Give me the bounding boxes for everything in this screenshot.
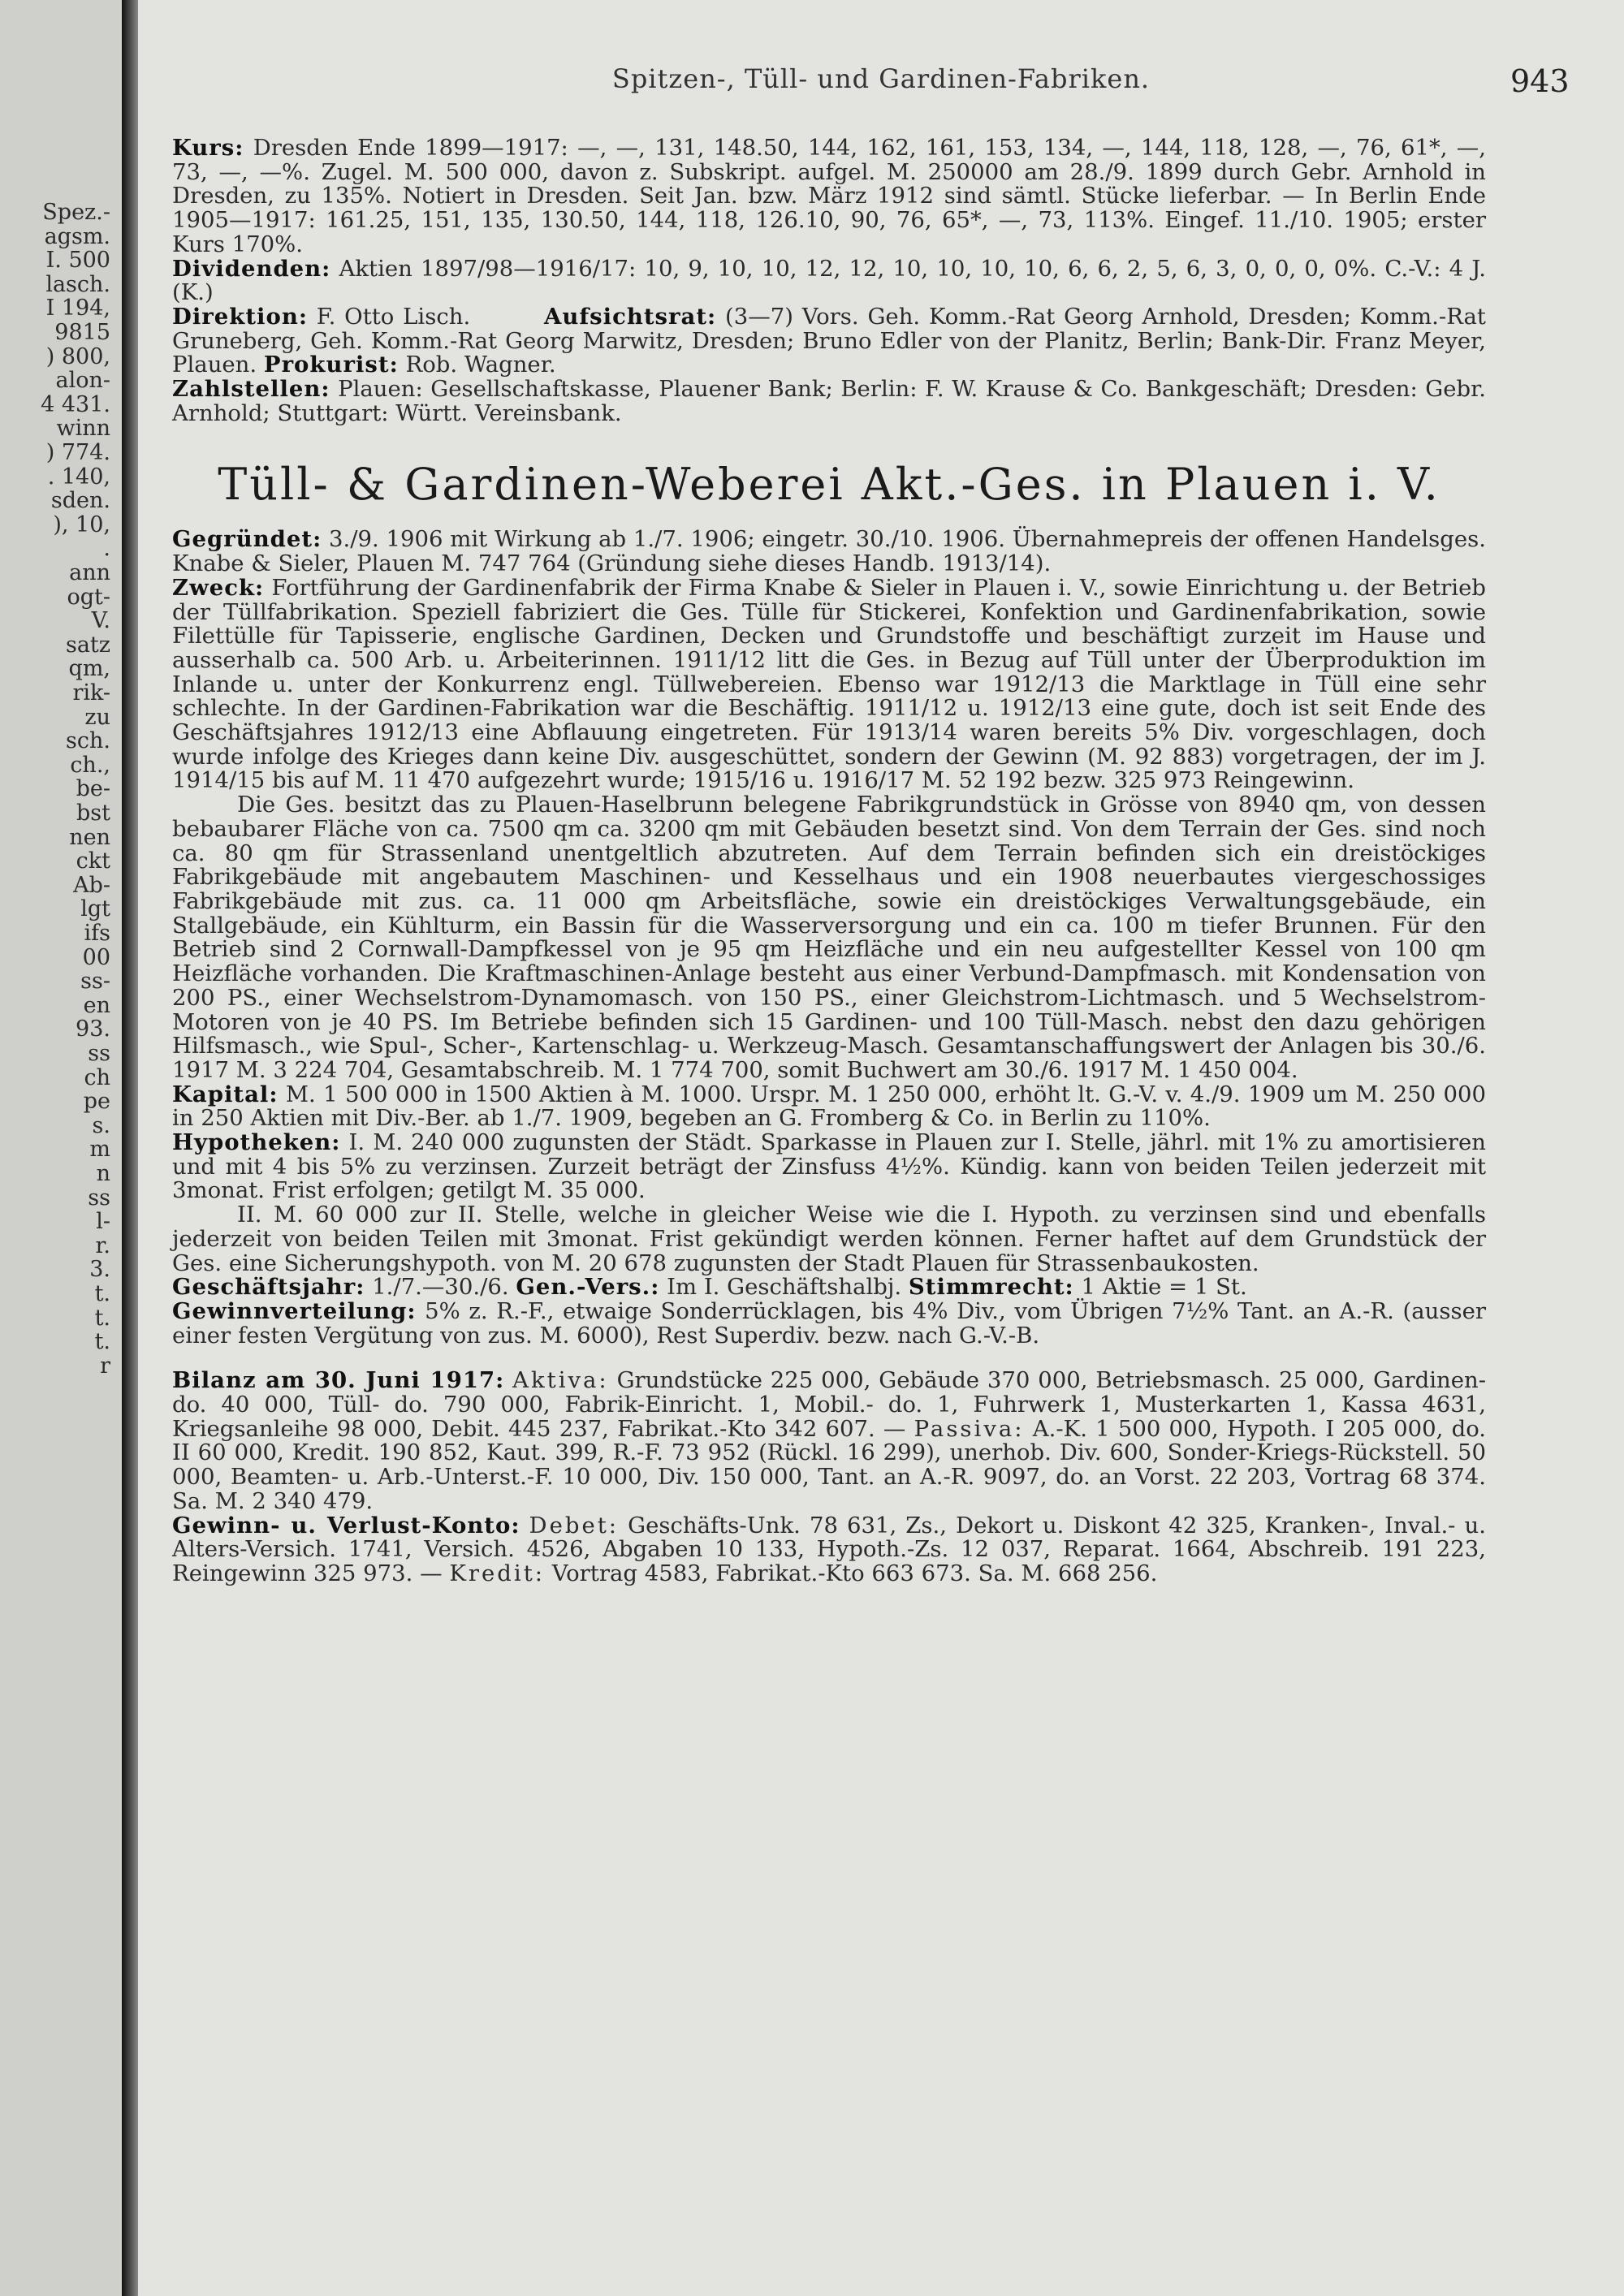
guv-debet-text: Geschäfts-Unk. 78 631, Zs., Dekort u. Diskont 42 325, Kranken-, Inval.- u. Alters-Versich. 1741, Versich. 4526, Abgaben 10 133, Hypoth.-Zs. 12 037, Reparat. 1664, Abschreib. 191 223, Reingewinn 325 973. —	[172, 1512, 1486, 1586]
margin-fragment: r.	[95, 1232, 110, 1258]
page-number: 943	[1510, 63, 1570, 99]
dividenden-label: Dividenden:	[172, 255, 331, 282]
margin-fragment: sch.	[66, 728, 110, 754]
margin-fragment: ch	[84, 1064, 110, 1090]
book-page	[138, 0, 1624, 2296]
margin-fragment: lgt	[80, 896, 110, 922]
margin-fragment: satz	[65, 632, 110, 658]
section-gap	[172, 1348, 1486, 1369]
margin-fragment: t.	[94, 1329, 110, 1355]
margin-fragment: I. 500	[45, 248, 110, 274]
margin-fragment: ss	[88, 1185, 110, 1211]
margin-fragment: sden.	[50, 488, 110, 514]
margin-fragment: pe	[83, 1089, 110, 1115]
running-title: Spitzen-, Tüll- und Gardinen-Fabriken.	[611, 63, 1151, 94]
kapital-label: Kapital:	[172, 1081, 279, 1107]
zweck-text: Fortführung der Gardinenfabrik der Firma Knabe & Sieler in Plauen i. V., sowie Einrichtung u. der Betrieb der Tüllfabrikation. Speziell fabriziert die Ges. Tülle für Stickerei, Konfektion und Gardinenfabrikation, sowie Filettülle für Tapisserie, englische Gardinen, Decken und Grundstoffe und beschäftigt zurzeit im Hause und ausserhalb ca. 500 Arb. u. Arbeiterinnen. 1911/12 litt die Ges. in Bezug auf Tüll unter der Überproduktion im Inlande u. unter der Konkurrenz engl. Tüllwebereien. Ebenso war 1912/13 die Marktlage in Tüll eine sehr schlechte. In der Gardinen-Fabrikation war die Beschäftig. 1911/12 u. 1912/13 eine gute, doch ist seit Ende des Geschäftsjahres 1912/13 eine Abflauung eingetreten. Für 1913/14 waren bereits 5% Div. vorgeschlagen, doch wurde infolge des Krieges dann keine Div. ausgeschüttet, sondern der Gewinn (M. 92 883) vorgetragen, der im J. 1914/15 bis auf M. 11 470 aufgezehrt wurde; 1915/16 u. 1916/17 M. 52 192 bezw. 325 973 Reingewinn.	[172, 574, 1486, 794]
margin-fragment: ogt-	[67, 584, 110, 610]
margin-fragment: zu	[84, 704, 110, 730]
margin-fragment: ) 800,	[45, 343, 110, 369]
facing-page-margin	[0, 0, 123, 2296]
bilanz-passiva-text: A.-K. 1 500 000, Hypoth. I 205 000, do. II 60 000, Kredit. 190 852, Kaut. 399, R.-F. 73 952 (Rückl. 16 299), unerhob. Div. 600, Sonder-Kriegs-Rückstell. 50 000, Beamten- u. Arb.-Unterst.-F. 10 000, Div. 150 000, Tant. an A.-R. 9097, do. an Vorst. 22 203, Vortrag 68 374. Sa. M. 2 340 479.	[172, 1415, 1487, 1514]
bilanz-paragraph	[172, 1369, 1486, 1513]
margin-fragment: 93.	[76, 1016, 110, 1042]
gewinnverteilung-text: 5% z. R.-F., etwaige Sonderrücklagen, bis 4% Div., vom Übrigen 7½% Tant. an A.-R. (ausser einer festen Vergütung von zus. M. 6000), Rest Superdiv. bezw. nach G.-V.-B.	[172, 1297, 1486, 1349]
gegruendet-label: Gegründet:	[172, 526, 322, 553]
zahlstellen-paragraph	[172, 378, 1486, 425]
kurs-paragraph	[172, 136, 1486, 257]
margin-fragment: alon-	[55, 368, 110, 394]
gewinnverteilung-label: Gewinnverteilung:	[172, 1297, 417, 1324]
geschaeftsjahr-paragraph	[172, 1275, 1486, 1300]
hypotheken-text: I. M. 240 000 zugunsten der Städt. Sparkasse in Plauen zur I. Stelle, jährl. mit 1% zu amortisieren und mit 4 bis 5% zu verzinsen. Zurzeit beträgt der Zinsfuss 4½%. Kündig. kann von beiden Teilen jederzeit mit 3monat. Frist erfolgen; getilgt M. 35 000.	[172, 1129, 1486, 1204]
zweck-paragraph	[172, 576, 1486, 793]
zahlstellen-label: Zahlstellen:	[172, 376, 330, 403]
bilanz-label: Bilanz am 30. Juni 1917:	[172, 1367, 505, 1394]
margin-fragment: be-	[76, 776, 110, 802]
page-text	[172, 136, 1486, 1586]
gewinnverteilung-paragraph	[172, 1297, 1486, 1349]
margin-fragment: V.	[91, 608, 110, 634]
gegruendet-text: 3./9. 1906 mit Wirkung ab 1./7. 1906; eingetr. 30./10. 1906. Übernahmepreis der offenen Handelsges. Knabe & Sieler, Plauen M. 747 764 (Gründung siehe dieses Handb. 1913/14).	[172, 526, 1486, 577]
guv-kredit-label: Kredit:	[449, 1560, 546, 1586]
hypotheken-second-paragraph: II. M. 60 000 zur II. Stelle, welche in gleicher Weise wie die I. Hypoth. zu verzinsen sind und ebenfalls jederzeit von beiden Teilen mit 3monat. Frist gekündigt werden können. Ferner haftet auf dem Grundstück der Ges. eine Sicherungshypoth. von M. 20 678 zugunsten der Stadt Plauen für Strassenbaukosten.	[172, 1202, 1486, 1276]
gen-vers-text: Im I. Geschäftshalbj.	[667, 1274, 902, 1301]
kapital-text: M. 1 500 000 in 1500 Aktien à M. 1000. Urspr. M. 1 250 000, erhöht lt. G.-V. v. 4./9. 1909 um M. 250 000 in 250 Aktien mit Div.-Ber. ab 1./7. 1909, begeben an G. Fromberg & Co. in Berlin zu 110%.	[172, 1081, 1486, 1132]
margin-fragment: ckt	[76, 848, 110, 874]
margin-fragment: l-	[96, 1209, 110, 1235]
margin-fragment: qm,	[68, 656, 110, 682]
direktion-text: F. Otto Lisch.	[316, 303, 471, 330]
margin-fragment: ann	[69, 560, 110, 585]
geschaeftsjahr-label: Geschäftsjahr:	[172, 1274, 365, 1301]
margin-fragment: 3.	[89, 1257, 110, 1283]
margin-fragment: r	[100, 1353, 110, 1379]
margin-fragment: Ab-	[73, 872, 110, 898]
margin-fragment: ch.,	[70, 752, 110, 778]
margin-fragment: lasch.	[45, 271, 110, 297]
margin-fragment: ss-	[80, 969, 110, 995]
book-gutter	[122, 0, 138, 2296]
margin-fragment: rik-	[72, 680, 110, 706]
stimmrecht-label: Stimmrecht:	[908, 1274, 1074, 1301]
dividenden-paragraph	[172, 257, 1486, 305]
gen-vers-label: Gen.-Vers.:	[516, 1274, 660, 1301]
hypotheken-label: Hypotheken:	[172, 1129, 341, 1156]
margin-fragment: I 194,	[45, 296, 110, 322]
property-paragraph: Die Ges. besitzt das zu Plauen-Haselbrunn belegene Fabrikgrundstück in Grösse von 8940 qm, von dessen bebaubarer Fläche von ca. 7500 qm ca. 3200 qm mit Gebäuden besetzt sind. Von dem Terrain der Ges. sind noch ca. 80 qm für Strassenland unentgeltlich abzutreten. Auf dem Terrain befinden sich ein dreistöckiges Fabrikgebäude mit angebautem Maschinen- und Kesselhaus und ein 1908 neuerbautes viergeschossiges Fabrikgebäude mit zus. ca. 11 000 qm Arbeitsfläche, sowie ein dreistöckiges Verwaltungsgebäude, ein Stallgebäude, ein Kühlturm, ein Bassin für die Wasserversorgung und ein ca. 100 m tiefer Brunnen. Für den Betrieb sind 2 Cornwall-Dampfkessel von je 95 qm Heizfläche und ein neu aufgestellter Kessel von 100 qm Heizfläche vorhanden. Die Kraftmaschinen-Anlage besteht aus einer Verbund-Dampfmasch. mit Kondensation von 200 PS., einer Wechselstrom-Dynamomasch. von 150 PS., einer Gleichstrom-Lichtmasch. und 5 Wechselstrom-Motoren von je 40 PS. Im Betriebe befinden sich 15 Gardinen- und 100 Tüll-Masch. nebst den dazu gehörigen Hilfsmasch., wie Spul-, Scher-, Kartenschlag- u. Werkzeug-Masch. Gesamtanschaffungswert der Anlagen bis 30./6. 1917 M. 3 224 704, Gesamtabschreib. M. 1 774 700, somit Buchwert am 30./6. 1917 M. 1 450 004.	[172, 792, 1486, 1083]
kurs-label: Kurs:	[172, 135, 244, 161]
margin-fragment: . 140,	[47, 464, 110, 490]
aufsichtsrat-text: (3—7) Vors. Geh. Komm.-Rat Georg Arnhold, Dresden; Komm.-Rat Gruneberg, Geh. Komm.-Rat Georg Marwitz, Dresden; Bruno Edler von der Planitz, Berlin; Bank-Dir. Franz Meyer, Plauen.	[172, 303, 1486, 378]
aufsichtsrat-label: Aufsichtsrat:	[544, 303, 717, 330]
zahlstellen-text: Plauen: Gesellschaftskasse, Plauener Bank; Berlin: F. W. Krause & Co. Bankgeschäft; Dresden: Gebr. Arnhold; Stuttgart: Württ. Vereinsbank.	[172, 376, 1486, 426]
margin-fragment: .	[103, 536, 110, 562]
company-title: Tüll- & Gardinen-Weberei Akt.-Ges. in Plauen i. V.	[218, 459, 1440, 511]
margin-fragment: ), 10,	[53, 511, 110, 537]
margin-fragment: winn	[56, 416, 110, 442]
guv-kredit-text: Vortrag 4583, Fabrikat.-Kto 663 673. Sa. M. 668 256.	[551, 1560, 1158, 1586]
dividenden-text: Aktien 1897/98—1916/17: 10, 9, 10, 10, 12, 12, 10, 10, 10, 10, 6, 6, 2, 5, 6, 3, 0, 0, 0, 0%. C.-V.: 4 J. (K.)	[172, 255, 1486, 306]
direktion-paragraph	[172, 305, 1486, 378]
guv-debet-label: Debet:	[529, 1512, 620, 1539]
stimmrecht-text: 1 Aktie = 1 St.	[1081, 1274, 1247, 1301]
margin-fragment: s.	[92, 1112, 110, 1138]
margin-fragment: bst	[76, 801, 110, 826]
kapital-paragraph	[172, 1083, 1486, 1131]
margin-fragment: Spez.-	[42, 200, 110, 225]
margin-fragment: ) 774.	[45, 440, 110, 465]
margin-fragment: 00	[82, 944, 110, 970]
gegruendet-paragraph	[172, 528, 1486, 576]
bilanz-aktiva-label: Aktiva:	[512, 1367, 609, 1394]
margin-fragment: 4 431.	[41, 391, 110, 417]
prokurist-label: Prokurist:	[263, 352, 399, 378]
zweck-label: Zweck:	[172, 574, 265, 601]
guv-paragraph	[172, 1514, 1486, 1586]
margin-fragment: m	[89, 1137, 110, 1163]
margin-fragment: t.	[94, 1281, 110, 1306]
hypotheken-paragraph	[172, 1131, 1486, 1203]
margin-fragment: ifs	[84, 921, 110, 946]
kurs-text: Dresden Ende 1899—1917: —, —, 131, 148.50, 144, 162, 161, 153, 134, —, 144, 118, 128, —, 76, 61*, —, 73, —, —%. Zugel. M. 500 000, davon z. Subskript. aufgel. M. 250000 am 28./9. 1899 durch Gebr. Arnhold in Dresden, zu 135%. Notiert in Dresden. Seit Jan. bzw. März 1912 sind sämtl. Stücke lieferbar. — In Berlin Ende 1905—1917: 161.25, 151, 135, 130.50, 144, 118, 126.10, 90, 76, 65*, —, 73, 113%. Eingef. 11./10. 1905; erster Kurs 170%.	[172, 135, 1486, 257]
margin-fragment: t.	[94, 1305, 110, 1331]
bilanz-passiva-label: Passiva:	[914, 1415, 1025, 1442]
margin-fragment: agsm.	[44, 223, 110, 249]
margin-fragment: n	[96, 1161, 110, 1186]
guv-label: Gewinn- u. Verlust-Konto:	[172, 1512, 520, 1539]
geschaeftsjahr-text: 1./7.—30./6.	[372, 1274, 509, 1301]
direktion-label: Direktion:	[172, 303, 308, 330]
margin-fragment: nen	[69, 824, 110, 850]
margin-fragment: 9815	[54, 320, 110, 345]
margin-fragment: ss	[88, 1041, 110, 1066]
margin-fragment: en	[83, 992, 110, 1018]
prokurist-text: Rob. Wagner.	[405, 352, 556, 378]
bilanz-aktiva-text: Grundstücke 225 000, Gebäude 370 000, Betriebsmasch. 25 000, Gardinen- do. 40 000, Tüll- do. 790 000, Fabrik-Einricht. 1, Mobil.- do. 1, Fuhrwerk 1, Musterkarten 1, Kassa 4631, Kriegsanleihe 98 000, Debit. 445 237, Fabrikat.-Kto 342 607. —	[172, 1367, 1486, 1442]
